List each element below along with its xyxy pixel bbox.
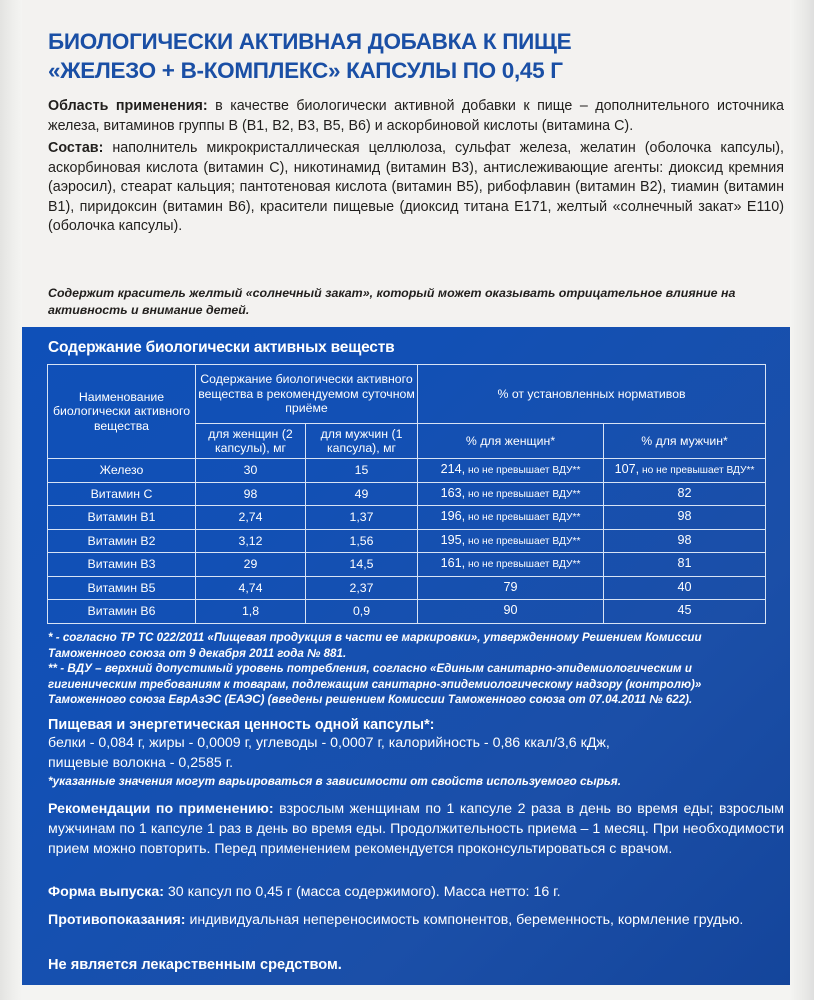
table-row <box>48 459 766 483</box>
cell-substance-name: Витамин В3 <box>48 553 196 577</box>
contraindications-text: индивидуальная непереносимость компонентов, беременность, кормление грудью. <box>185 912 744 928</box>
cell-pct-men <box>604 459 766 483</box>
cell-substance-name: Витамин В1 <box>48 506 196 530</box>
contraindications-block <box>48 910 784 930</box>
th-men-mg: для мужчин (1 капсула), мг <box>306 424 418 459</box>
cell-pct-women-note: но не превышает ВДУ** <box>465 535 581 547</box>
cell-women-mg: 2,74 <box>196 506 306 530</box>
cell-pct-women <box>418 600 604 624</box>
cell-pct-men-value <box>678 533 692 547</box>
contraindications-paragraph <box>48 910 784 930</box>
cell-pct-women-value <box>441 486 581 500</box>
cell-pct-women-number: 195, <box>440 532 466 547</box>
footnote-two: ** - ВДУ – верхний допустимый уровень потребления, согласно «Единым санитарно-эпидемиологическим и гигиеническим требованиям к товарам, подлежащим санитарно-эпидемиологическому надзору (контролю)» Таможенного союза ЕврАзЭС (ЕАЭС) (введены решением Комиссии Таможенного союза от 07.04.2011 № 622). <box>48 662 702 707</box>
nutrition-line-2: пищевые волокна - 0,2585 г. <box>48 755 234 771</box>
cell-pct-men-value <box>678 486 692 500</box>
cell-pct-women-number: 161, <box>440 556 466 570</box>
th-pct-men: % для мужчин* <box>604 424 766 459</box>
cell-women-mg: 30 <box>196 459 306 483</box>
form-text: 30 капсул по 0,45 г (масса содержимого). Масса нетто: 16 г. <box>163 884 561 900</box>
cell-pct-women-number: 90 <box>503 603 518 617</box>
recommendations-block <box>48 799 784 859</box>
cell-men-mg: 14,5 <box>306 553 418 577</box>
form-block <box>48 882 784 902</box>
nutrition-note: *указанные значения могут варьироваться в зависимости от свойств используемого сырья. <box>48 774 622 788</box>
cell-pct-men-number: 98 <box>677 509 692 523</box>
title-line-2: «ЖЕЛЕЗО + В-КОМПЛЕКС» КАПСУЛЫ ПО 0,45 Г <box>48 58 563 83</box>
form-paragraph <box>48 882 784 902</box>
recommendations-paragraph <box>48 799 784 859</box>
cell-pct-women <box>418 576 604 600</box>
table-footnotes <box>48 630 778 708</box>
blue-section <box>22 327 790 985</box>
table-header-row-1 <box>48 365 766 424</box>
title-line-1: БИОЛОГИЧЕСКИ АКТИВНАЯ ДОБАВКА К ПИЩЕ <box>48 29 572 54</box>
cell-pct-women-note: но не превышает ВДУ** <box>465 465 581 476</box>
nutrition-table <box>47 364 766 624</box>
table-body <box>48 459 766 624</box>
nutrition-label: Пищевая и энергетическая ценность одной капсулы*: <box>48 717 435 733</box>
cell-pct-women-value <box>441 509 581 523</box>
cell-pct-men-number: 98 <box>677 532 692 547</box>
cell-pct-men <box>604 506 766 530</box>
cell-pct-women-value <box>504 580 518 594</box>
page-title <box>48 27 768 85</box>
th-group-content: Содержание биологически активного вещества в рекомендуемом суточном приёме <box>196 365 418 424</box>
usage-text: в качестве биологически активной добавки к пище – дополнительного источника железа, витаминов группы В (В1, В2, В3, В5, В6) и аскорбиновой кислоты (витамина С). <box>48 98 784 134</box>
cell-pct-women <box>418 553 604 577</box>
table-row <box>48 553 766 577</box>
th-women-mg: для женщин (2 капсулы), мг <box>196 424 306 459</box>
cell-pct-women-value <box>441 462 581 476</box>
table-caption: Содержание биологически активных веществ <box>48 339 395 356</box>
cell-pct-women-number: 163, <box>440 485 466 500</box>
cell-substance-name: Витамин С <box>48 482 196 506</box>
cell-men-mg: 0,9 <box>306 600 418 624</box>
colorant-warning: Содержит краситель желтый «солнечный закат», который может оказывать отрицательное влияние на активность и внимание детей. <box>48 286 736 317</box>
cell-pct-men <box>604 600 766 624</box>
cell-pct-men-number: 40 <box>677 579 692 594</box>
cell-pct-men <box>604 576 766 600</box>
paper-section <box>22 0 790 327</box>
recommendations-text: взрослым женщинам по 1 капсуле 2 раза в день во время еды; взрослым мужчинам по 1 капсуле 1 раз в день во время еды. Продолжительность приема – 1 месяц. При необходимости прием можно повторить. Перед применением рекомендуется проконсультироваться с врачом. <box>48 801 784 857</box>
cell-men-mg: 49 <box>306 482 418 506</box>
cell-women-mg: 29 <box>196 553 306 577</box>
cell-pct-women-value <box>441 533 581 547</box>
cell-pct-men-value <box>615 462 755 476</box>
table-row <box>48 506 766 530</box>
cell-pct-women-note: но не превышает ВДУ** <box>465 559 581 570</box>
cell-pct-women-value <box>504 603 518 617</box>
cell-pct-men <box>604 553 766 577</box>
usage-paragraph <box>48 97 784 136</box>
cell-pct-men-number: 107, <box>614 462 640 476</box>
table-header <box>48 365 766 459</box>
cell-pct-women <box>418 459 604 483</box>
cell-pct-women-note: но не превышает ВДУ** <box>465 488 581 500</box>
cell-substance-name: Витамин В2 <box>48 529 196 553</box>
cell-women-mg: 4,74 <box>196 576 306 600</box>
cell-men-mg: 1,37 <box>306 506 418 530</box>
usage-label: Область применения: <box>48 98 208 114</box>
cell-pct-women-number: 214, <box>440 462 466 476</box>
footnote-one: * - согласно ТР ТС 022/2011 «Пищевая продукция в части ее маркировки», утвержденному Решением Комиссии Таможенного союза от 9 декабря 2011 года № 881. <box>48 631 702 660</box>
cell-substance-name: Витамин В5 <box>48 576 196 600</box>
cell-pct-men-number: 82 <box>677 485 692 500</box>
cell-women-mg: 1,8 <box>196 600 306 624</box>
table-row <box>48 600 766 624</box>
form-label: Форма выпуска: <box>48 884 164 900</box>
cell-pct-women <box>418 506 604 530</box>
cell-pct-women-note: но не превышает ВДУ** <box>465 512 581 523</box>
cell-pct-women-value <box>441 556 581 570</box>
cell-pct-women <box>418 529 604 553</box>
th-substance-name: Наименование биологически активного вещества <box>48 365 196 459</box>
table-row <box>48 482 766 506</box>
composition-text: наполнитель микрокристаллическая целлюлоза, сульфат железа, желатин (оболочка капсулы), аскорбиновая кислота (витамин С), никотинамид (витамин В3), антислеживающие агенты: диоксид кремния (аэросил), стеарат кальция; пантотеновая кислота (витамин В5), рибофлавин (витамин В2), тиамин (витамин В1), пиридоксин (витамин В6), красители пищевые (диоксид титана Е171, желтый «солнечный закат» Е110) (оболочка капсулы). <box>48 140 784 234</box>
disclaimer: Не является лекарственным средством. <box>48 957 342 973</box>
nutrition-value-block <box>48 717 784 789</box>
th-pct-women: % для женщин* <box>418 424 604 459</box>
cell-pct-women <box>418 482 604 506</box>
cell-men-mg: 15 <box>306 459 418 483</box>
cell-pct-men-value <box>678 580 692 594</box>
th-group-percent: % от установленных нормативов <box>418 365 766 424</box>
cell-men-mg: 2,37 <box>306 576 418 600</box>
cell-pct-men-value <box>678 509 692 523</box>
recommendations-label: Рекомендации по применению: <box>48 801 274 817</box>
cell-pct-men-number: 81 <box>677 556 692 570</box>
contraindications-label: Противопоказания: <box>48 912 186 928</box>
cell-pct-men-value <box>678 603 692 617</box>
cell-pct-men <box>604 529 766 553</box>
intro-text-block <box>48 97 784 240</box>
cell-substance-name: Железо <box>48 459 196 483</box>
cell-substance-name: Витамин В6 <box>48 600 196 624</box>
cell-women-mg: 3,12 <box>196 529 306 553</box>
composition-label: Состав: <box>48 140 104 156</box>
cell-pct-women-number: 196, <box>440 509 466 523</box>
nutrition-line-1: белки - 0,084 г, жиры - 0,0009 г, углеводы - 0,0007 г, калорийность - 0,86 ккал/3,6 кДж, <box>48 735 610 751</box>
cell-pct-men-number: 45 <box>677 603 692 617</box>
cell-pct-women-number: 79 <box>503 579 518 594</box>
cell-pct-men-value <box>678 556 692 570</box>
cell-pct-men-note: но не превышает ВДУ** <box>639 465 755 476</box>
cell-women-mg: 98 <box>196 482 306 506</box>
composition-paragraph <box>48 139 784 237</box>
cell-pct-men <box>604 482 766 506</box>
cell-men-mg: 1,56 <box>306 529 418 553</box>
table-row <box>48 576 766 600</box>
table-row <box>48 529 766 553</box>
